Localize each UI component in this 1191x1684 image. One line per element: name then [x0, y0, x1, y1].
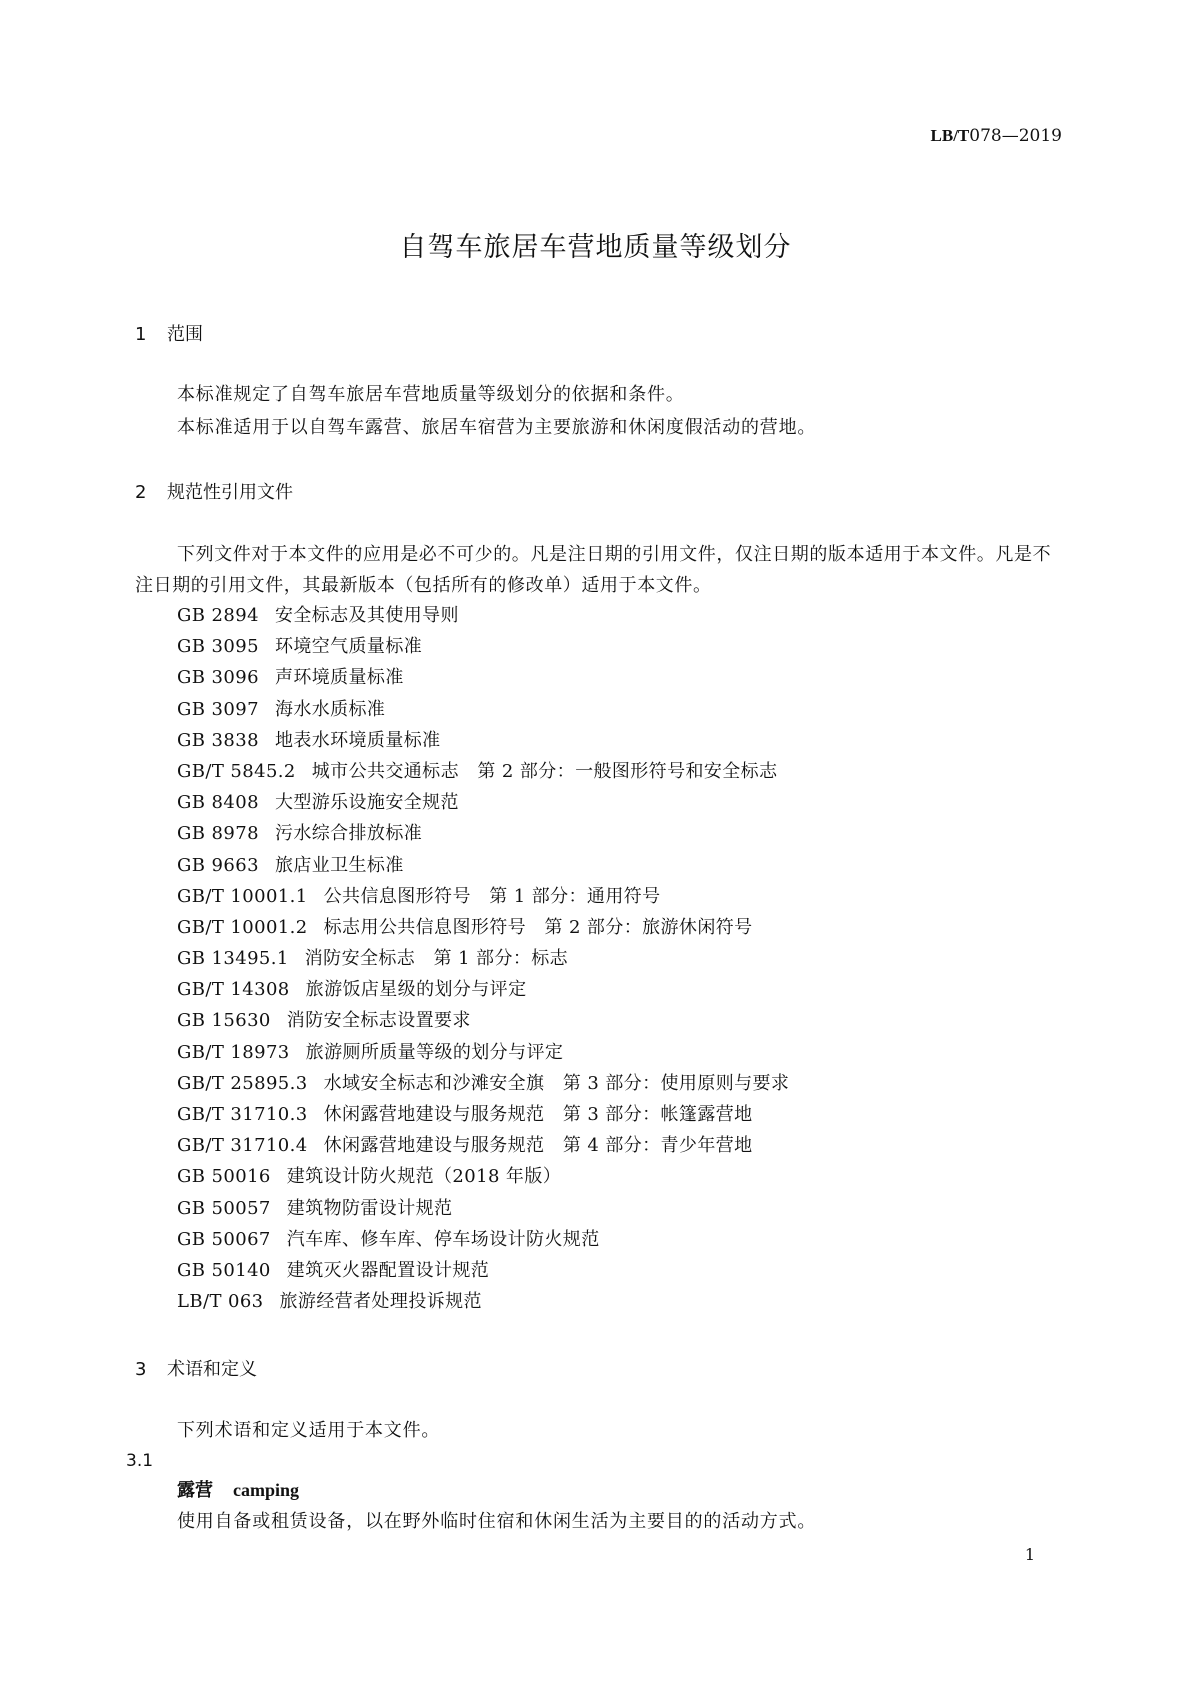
scope-paragraph-1: 本标准规定了自驾车旅居车营地质量等级划分的依据和条件。	[177, 384, 685, 405]
reference-code: GB/T 14308	[177, 979, 290, 1001]
reference-code: GB 50057	[177, 1197, 271, 1219]
reference-item	[177, 912, 789, 943]
term-definition: 使用自备或租赁设备，以在野外临时住宿和休闲生活为主要目的的活动方式。	[177, 1511, 817, 1532]
reference-item	[177, 662, 789, 693]
term-heading	[177, 1476, 299, 1502]
term-number: 3.1	[126, 1451, 154, 1471]
reference-code: LB/T 063	[177, 1291, 264, 1313]
standard-number: 078—2019	[969, 126, 1062, 146]
reference-code: GB/T 18973	[177, 1041, 290, 1063]
reference-title: 休闲露营地建设与服务规范 第 4 部分：青少年营地	[323, 1135, 753, 1157]
reference-code: GB/T 25895.3	[177, 1072, 308, 1094]
reference-title: 旅游饭店星级的划分与评定	[305, 979, 527, 1001]
reference-code: GB/T 10001.2	[177, 916, 308, 938]
reference-title: 汽车库、修车库、停车场设计防火规范	[286, 1228, 600, 1250]
reference-title: 声环境质量标准	[274, 667, 404, 689]
reference-item	[177, 756, 789, 787]
reference-code: GB 50016	[177, 1166, 271, 1188]
document-title: 自驾车旅居车营地质量等级划分	[399, 232, 792, 263]
reference-item	[177, 725, 789, 756]
reference-item	[177, 1255, 789, 1286]
reference-item	[177, 943, 789, 974]
reference-title: 休闲露营地建设与服务规范 第 3 部分：帐篷露营地	[323, 1104, 753, 1125]
reference-code: GB 3097	[177, 698, 259, 720]
section-title: 范围	[167, 324, 203, 345]
reference-code: GB/T 31710.4	[177, 1135, 308, 1157]
section-1-heading	[135, 320, 203, 346]
reference-title: 公共信息图形符号 第 1 部分：通用符号	[323, 885, 661, 907]
reference-title: 消防安全标志设置要求	[286, 1010, 471, 1032]
reference-title: 安全标志及其使用导则	[274, 605, 459, 626]
reference-title: 环境空气质量标准	[274, 636, 423, 658]
section-number: 1	[135, 324, 147, 345]
standard-prefix: LB/T	[930, 126, 970, 145]
section-3-heading	[135, 1355, 257, 1381]
reference-code: GB 3096	[177, 667, 259, 689]
reference-item	[177, 1286, 789, 1317]
reference-code: GB 50140	[177, 1259, 271, 1281]
reference-code: GB 2894	[177, 605, 259, 626]
reference-item	[177, 1161, 789, 1192]
reference-item	[177, 787, 789, 818]
reference-title: 地表水环境质量标准	[274, 729, 441, 751]
reference-item	[177, 1224, 789, 1255]
reference-item	[177, 1193, 789, 1224]
reference-code: GB 3095	[177, 636, 259, 658]
reference-item	[177, 1005, 789, 1036]
reference-item	[177, 818, 789, 849]
reference-title: 标志用公共信息图形符号 第 2 部分：旅游休闲符号	[323, 916, 753, 938]
normative-references-list	[177, 600, 789, 1317]
reference-code: GB 9663	[177, 854, 259, 876]
section-number: 2	[135, 482, 147, 503]
reference-title: 旅游经营者处理投诉规范	[279, 1291, 482, 1313]
reference-code: GB 50067	[177, 1228, 271, 1250]
reference-title: 建筑设计防火规范（2018 年版）	[286, 1166, 562, 1188]
reference-title: 水域安全标志和沙滩安全旗 第 3 部分：使用原则与要求	[323, 1072, 790, 1094]
reference-title: 旅游厕所质量等级的划分与评定	[305, 1041, 564, 1063]
terms-intro-paragraph: 下列术语和定义适用于本文件。	[177, 1420, 441, 1441]
reference-item	[177, 631, 789, 662]
reference-title: 建筑物防雷设计规范	[286, 1197, 453, 1219]
reference-code: GB 8978	[177, 823, 259, 845]
reference-code: GB 8408	[177, 792, 259, 814]
reference-title: 海水水质标准	[274, 698, 386, 720]
reference-code: GB/T 10001.1	[177, 885, 308, 907]
reference-title: 消防安全标志 第 1 部分：标志	[304, 948, 569, 970]
reference-title: 建筑灭火器配置设计规范	[286, 1259, 490, 1281]
page-number: 1	[1024, 1545, 1035, 1564]
reference-title: 旅店业卫生标准	[274, 854, 404, 876]
reference-item	[177, 850, 789, 881]
reference-item	[177, 1099, 789, 1130]
reference-item	[177, 1130, 789, 1161]
term-chinese: 露营	[177, 1480, 213, 1501]
reference-code: GB/T 31710.3	[177, 1104, 308, 1125]
reference-code: GB/T 5845.2	[177, 760, 296, 782]
reference-item	[177, 600, 789, 631]
reference-code: GB 3838	[177, 729, 259, 751]
reference-item	[177, 881, 789, 912]
reference-item	[177, 1037, 789, 1068]
reference-title: 污水综合排放标准	[274, 823, 423, 845]
scope-paragraph-2: 本标准适用于以自驾车露营、旅居车宿营为主要旅游和休闲度假活动的营地。	[177, 417, 817, 438]
reference-title: 大型游乐设施安全规范	[274, 792, 459, 814]
standard-code	[931, 126, 1062, 146]
reference-code: GB 13495.1	[177, 948, 289, 970]
reference-item	[177, 974, 789, 1005]
reference-title: 城市公共交通标志 第 2 部分：一般图形符号和安全标志	[311, 760, 778, 782]
section-number: 3	[135, 1359, 147, 1380]
reference-item	[177, 694, 789, 725]
section-2-heading	[135, 478, 293, 504]
reference-item	[177, 1068, 789, 1099]
reference-code: GB 15630	[177, 1010, 271, 1032]
section-title: 术语和定义	[167, 1359, 257, 1380]
section-title: 规范性引用文件	[167, 482, 293, 503]
references-intro-paragraph: 下列文件对于本文件的应用是必不可少的。凡是注日期的引用文件，仅注日期的版本适用于本文件。凡是不注日期的引用文件，其最新版本（包括所有的修改单）适用于本文件。	[135, 544, 1052, 596]
term-english: camping	[233, 1480, 300, 1500]
